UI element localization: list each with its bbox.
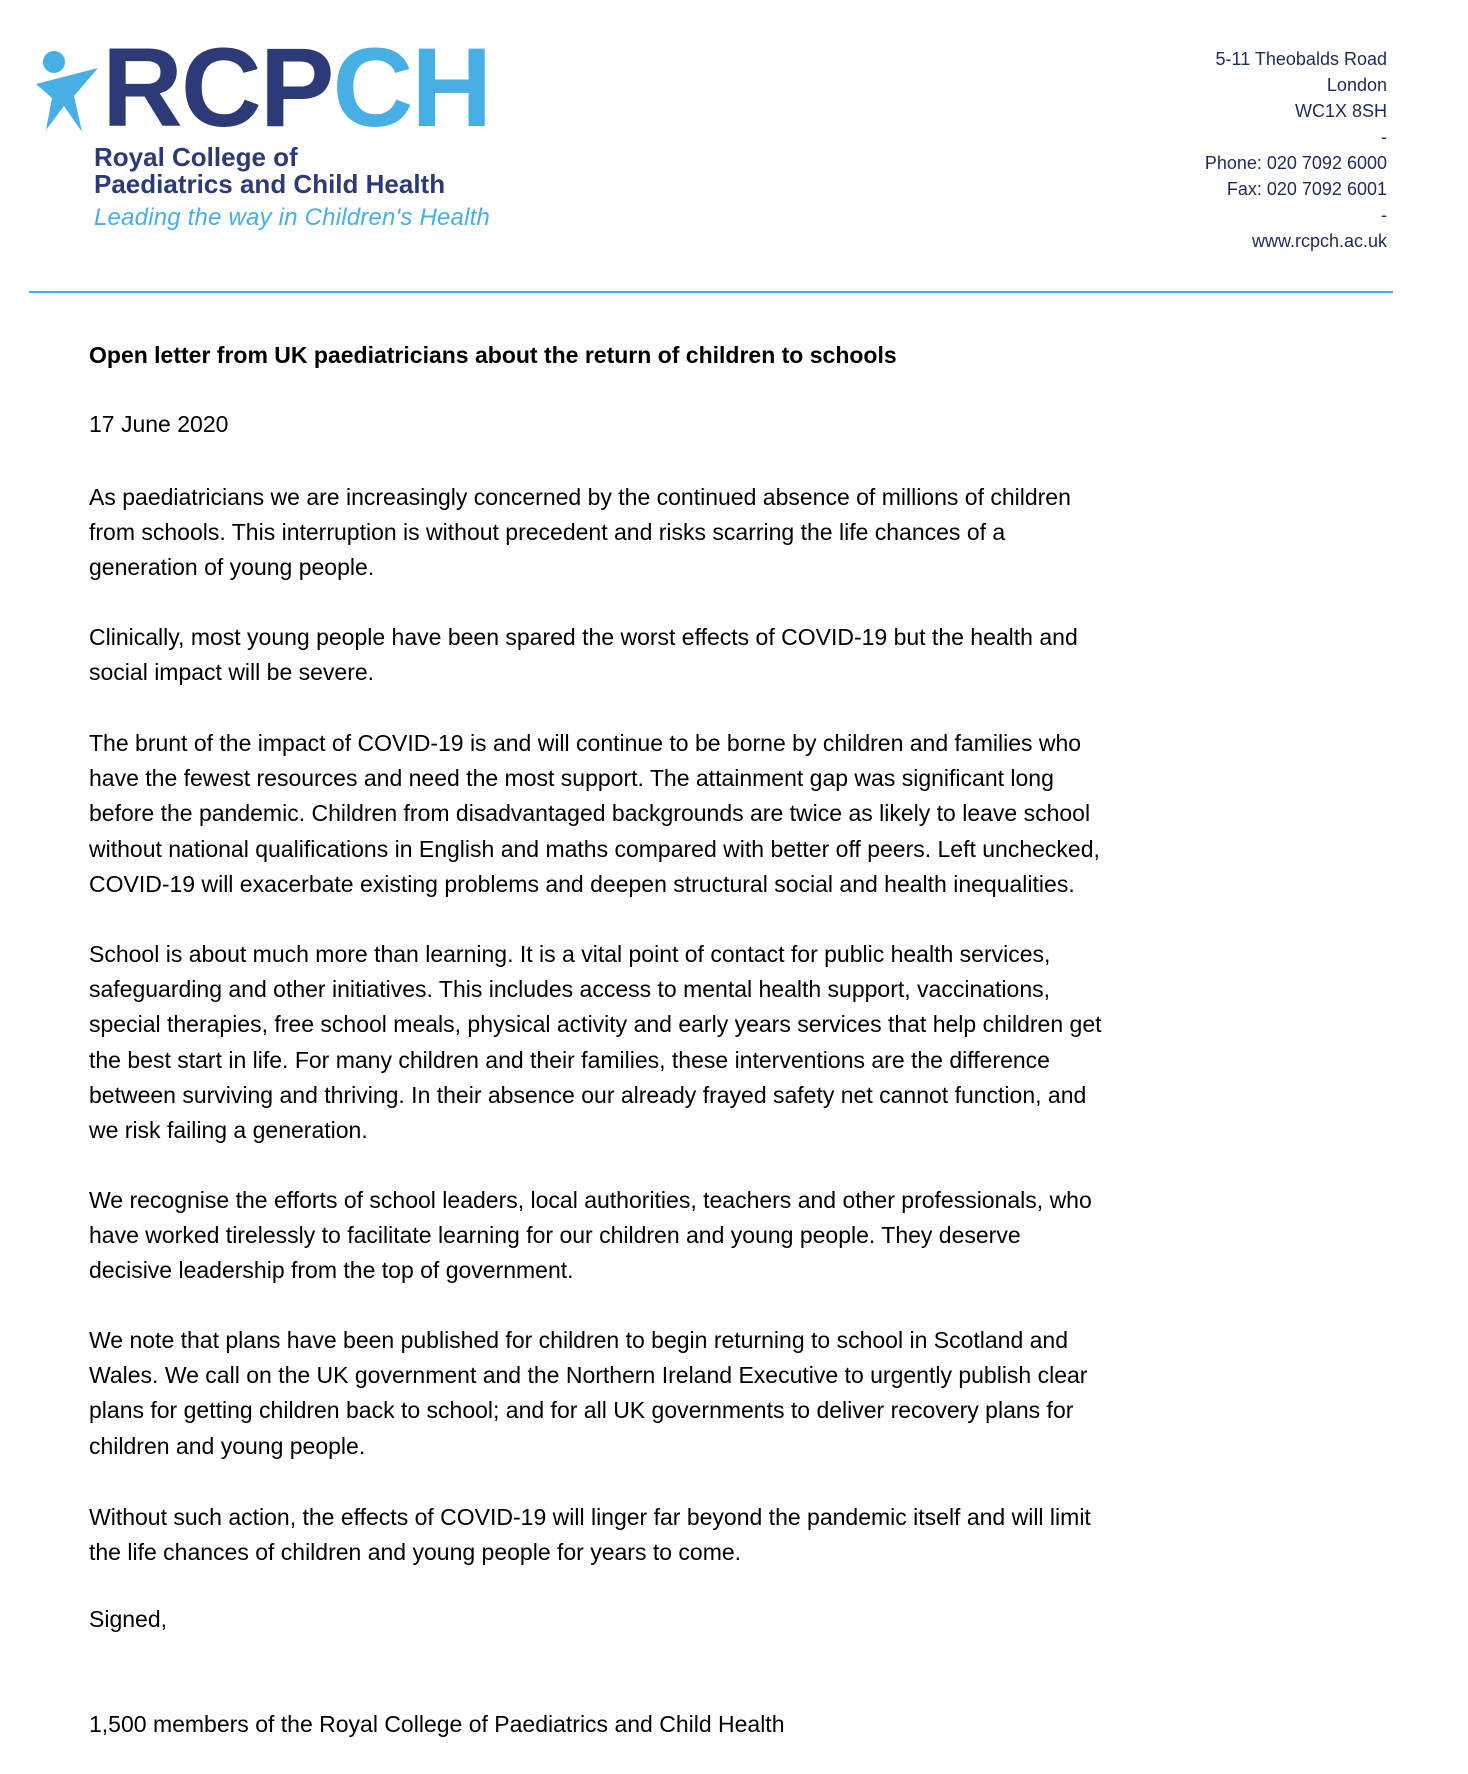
paragraph-line: before the pandemic. Children from disadvantaged backgrounds are twice as likely to leave school bbox=[89, 800, 1091, 827]
paragraph-line: we risk failing a generation. bbox=[89, 1117, 368, 1144]
logo-name-line-2: Paediatrics and Child Health bbox=[94, 169, 446, 199]
paragraph-line: School is about much more than learning. It is a vital point of contact for public health services, bbox=[89, 941, 1051, 967]
paragraph-line: from schools. This interruption is without precedent and risks scarring the life chances of a bbox=[89, 519, 1006, 546]
address-city: London bbox=[1326, 75, 1387, 95]
header-divider bbox=[29, 291, 1393, 293]
paragraph-line: decisive leadership from the top of government. bbox=[89, 1257, 574, 1284]
paragraph-line: the best start in life. For many children and their families, these interventions are the difference bbox=[89, 1046, 1050, 1073]
logo-letters-dark: RCP bbox=[102, 25, 333, 150]
paragraph-line: have the fewest resources and need the most support. The attainment gap was significant long bbox=[89, 765, 1054, 792]
paragraph-5 bbox=[89, 1183, 1092, 1289]
paragraph-4 bbox=[89, 937, 1102, 1148]
logo-name-line-1: Royal College of bbox=[94, 142, 298, 172]
letter-signatory: 1,500 members of the Royal College of Paediatrics and Child Health bbox=[89, 1711, 785, 1737]
address-postcode: WC1X 8SH bbox=[1294, 101, 1387, 121]
logo-wordmark bbox=[102, 25, 491, 150]
letter-closing: Signed, bbox=[89, 1606, 168, 1632]
address-separator: - bbox=[1381, 127, 1387, 147]
paragraph-line: generation of young people. bbox=[89, 554, 375, 581]
paragraph-3 bbox=[89, 726, 1100, 902]
paragraph-line: We note that plans have been published for children to begin returning to school in Scotland and bbox=[89, 1327, 1069, 1353]
paragraph-line: Without such action, the effects of COVID-19 will linger far beyond the pandemic itself and will limit bbox=[89, 1504, 1091, 1530]
address-block bbox=[1205, 46, 1387, 254]
paragraph-line: As paediatricians we are increasingly concerned by the continued absence of millions of children bbox=[89, 484, 1071, 510]
paragraph-7 bbox=[89, 1500, 1091, 1570]
paragraph-line: COVID-19 will exacerbate existing problems and deepen structural social and health inequalities. bbox=[89, 870, 1075, 897]
address-separator: - bbox=[1381, 205, 1387, 225]
logo-letters-light: CH bbox=[332, 25, 491, 150]
address-phone: Phone: 020 7092 6000 bbox=[1204, 153, 1387, 173]
paragraph-line: plans for getting children back to school; and for all UK governments to deliver recovery plans for bbox=[89, 1397, 1074, 1424]
paragraph-line: The brunt of the impact of COVID-19 is and will continue to be borne by children and families who bbox=[89, 730, 1082, 756]
rcpch-logo bbox=[28, 25, 491, 244]
letter-date: 17 June 2020 bbox=[89, 411, 229, 437]
paragraph-line: have worked tirelessly to facilitate learning for our children and young people. They deserve bbox=[89, 1222, 1021, 1249]
star-figure-icon bbox=[34, 48, 100, 134]
paragraph-6 bbox=[89, 1323, 1087, 1464]
paragraph-2 bbox=[89, 620, 1078, 690]
paragraph-line: children and young people. bbox=[89, 1432, 366, 1459]
paragraph-line: special therapies, free school meals, physical activity and early years services that help children get bbox=[89, 1011, 1102, 1038]
paragraph-line: We recognise the efforts of school leaders, local authorities, teachers and other professionals, who bbox=[89, 1187, 1092, 1213]
paragraph-line: Wales. We call on the UK government and the Northern Ireland Executive to urgently publish clear bbox=[89, 1362, 1088, 1389]
address-website-link[interactable]: www.rcpch.ac.uk bbox=[1251, 231, 1387, 251]
address-fax: Fax: 020 7092 6001 bbox=[1226, 179, 1387, 199]
letter-title: Open letter from UK paediatricians about the return of children to schools bbox=[89, 342, 897, 368]
logo-tagline: Leading the way in Children's Health bbox=[94, 204, 491, 231]
paragraph-line: between surviving and thriving. In their absence our already frayed safety net cannot function, and bbox=[89, 1081, 1087, 1108]
logo-organisation-name bbox=[94, 144, 445, 198]
paragraph-line: social impact will be severe. bbox=[89, 659, 375, 686]
paragraph-line: the life chances of children and young people for years to come. bbox=[89, 1539, 742, 1566]
paragraph-line: Clinically, most young people have been spared the worst effects of COVID-19 but the health and bbox=[89, 624, 1078, 650]
paragraph-line: safeguarding and other initiatives. This includes access to mental health support, vaccinations, bbox=[89, 976, 1051, 1003]
paragraph-1 bbox=[89, 480, 1071, 586]
address-street: 5-11 Theobalds Road bbox=[1215, 49, 1387, 69]
paragraph-line: without national qualifications in English and maths compared with better off peers. Left unchecked, bbox=[89, 835, 1100, 862]
